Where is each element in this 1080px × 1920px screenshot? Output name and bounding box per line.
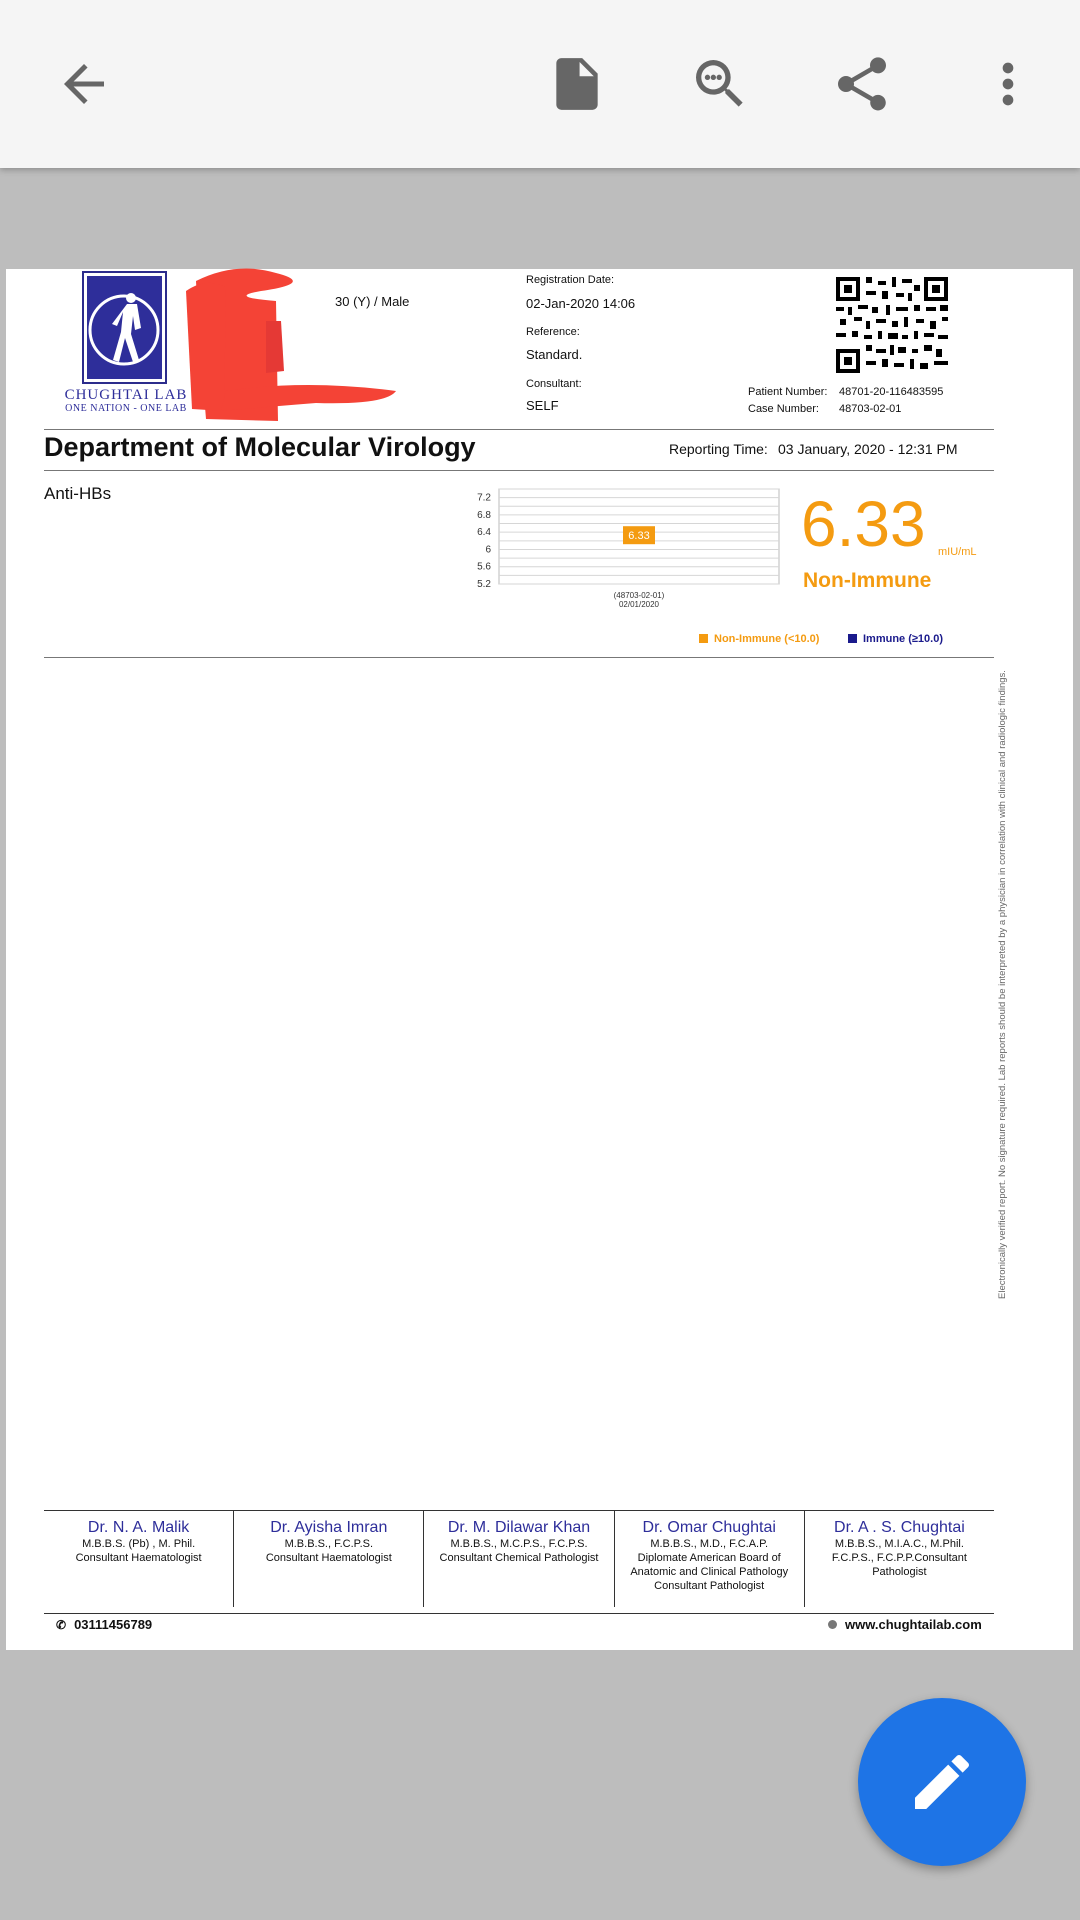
- find-in-page-icon: [688, 52, 752, 116]
- back-button[interactable]: [44, 44, 124, 124]
- share-button[interactable]: [822, 44, 902, 124]
- result-unit: mIU/mL: [938, 546, 977, 558]
- document-icon: [546, 53, 608, 115]
- logo-tagline: ONE NATION - ONE LAB: [65, 403, 187, 414]
- app-bar: [0, 0, 1080, 168]
- doctor-name: Dr. A . S. Chughtai: [834, 1519, 965, 1536]
- legend-non-immune: [699, 633, 819, 645]
- consultant-label: Consultant:: [526, 378, 582, 390]
- patient-number-label: Patient Number:: [748, 386, 828, 398]
- doctor-title: Diplomate American Board of: [637, 1552, 781, 1564]
- doctor-card: [44, 1511, 234, 1607]
- doctor-title: Consultant Haematologist: [265, 1552, 392, 1564]
- doctor-title: Consultant Chemical Pathologist: [439, 1552, 599, 1564]
- globe-icon: [828, 1620, 837, 1629]
- case-number: 48703-02-01: [839, 403, 902, 415]
- more-vert-icon: [976, 52, 1040, 116]
- side-note-vertical: [997, 599, 1015, 1299]
- phone-number: 03111456789: [74, 1617, 153, 1632]
- edit-fab[interactable]: [858, 1698, 1026, 1866]
- test-name: Anti-HBs: [44, 484, 112, 503]
- reporting-time: 03 January, 2020 - 12:31 PM: [778, 441, 958, 457]
- legend-immune-label: Immune (≥10.0): [863, 633, 944, 645]
- doctor-card: [234, 1511, 424, 1607]
- reference-label: Reference:: [526, 326, 580, 338]
- chart-x-tick-label: (48703-02-01): [613, 591, 665, 600]
- phone-icon: ✆: [56, 1618, 67, 1632]
- result-status: Non-Immune: [803, 569, 932, 592]
- redacted-patient-name: [166, 261, 406, 431]
- lab-website[interactable]: [828, 1617, 982, 1632]
- edit-pencil-icon: [906, 1746, 978, 1818]
- reporting-time-label: Reporting Time:: [669, 441, 768, 457]
- doctor-qualification: M.B.B.S. (Pb) , M. Phil.: [82, 1538, 196, 1550]
- chart-y-tick-label: 6.4: [477, 527, 491, 539]
- consultant-value: SELF: [526, 398, 559, 413]
- arrow-back-icon: [54, 54, 114, 114]
- doctor-title: Consultant Haematologist: [75, 1552, 202, 1564]
- legend-immune: [848, 633, 943, 645]
- chart-x-tick-label: 02/01/2020: [618, 600, 660, 609]
- doctor-card: [615, 1511, 805, 1607]
- doctor-qualification: M.B.B.S., M.C.P.S., F.C.P.S.: [450, 1538, 588, 1550]
- qr-code: [836, 277, 948, 373]
- contact-divider: [44, 1613, 994, 1614]
- legend-swatch-non-immune: [699, 634, 708, 643]
- chart-y-tick-label: 5.6: [477, 561, 491, 573]
- lab-phone: [56, 1617, 152, 1632]
- doctor-title: Consultant Pathologist: [654, 1580, 765, 1592]
- side-note-text: Electronically verified report. No signature required. Lab reports should be interpreted by a physician in correlation with clinical and radiologic findings.: [997, 670, 1008, 1299]
- website-url: www.chughtailab.com: [845, 1617, 982, 1632]
- lab-logo: [82, 271, 167, 384]
- result-chart: [461, 484, 791, 609]
- doctor-title: Pathologist: [872, 1566, 927, 1578]
- legend-non-immune-label: Non-Immune (<10.0): [714, 633, 820, 645]
- chart-y-tick-label: 5.2: [477, 579, 491, 590]
- find-in-page-button[interactable]: [680, 44, 760, 124]
- document-button[interactable]: [537, 44, 617, 124]
- doctor-signatures: [44, 1511, 994, 1607]
- case-number-label: Case Number:: [748, 403, 819, 415]
- patient-age-gender: 30 (Y) / Male: [335, 294, 410, 309]
- doctor-card: [424, 1511, 614, 1607]
- result-value: 6.33: [801, 488, 926, 560]
- header-divider: [44, 429, 994, 430]
- chart-y-tick-label: 6.8: [477, 509, 491, 521]
- doctor-qualification: M.B.B.S., M.D., F.C.A.P.: [650, 1538, 769, 1550]
- registration-date-label: Registration Date:: [526, 274, 615, 286]
- legend-swatch-immune: [848, 634, 857, 643]
- doctor-name: Dr. N. A. Malik: [87, 1519, 190, 1536]
- share-icon: [830, 52, 894, 116]
- patient-number: 48701-20-116483595: [839, 386, 944, 398]
- chart-y-tick-label: 7.2: [477, 492, 491, 504]
- doctor-qualification: M.B.B.S., F.C.P.S.: [284, 1538, 374, 1550]
- reference-value: Standard.: [526, 347, 583, 362]
- department-divider: [44, 470, 994, 471]
- doctor-title: Anatomic and Clinical Pathology: [630, 1566, 789, 1578]
- chart-data-label: 6.33: [628, 530, 650, 543]
- registration-date: 02-Jan-2020 14:06: [526, 296, 636, 311]
- more-options-button[interactable]: [968, 44, 1048, 124]
- result-divider: [44, 657, 994, 658]
- doctor-title: F.C.P.S., F.C.P.P.Consultant: [831, 1552, 967, 1564]
- report-page[interactable]: [6, 269, 1073, 1650]
- chart-y-tick-label: 6: [485, 544, 491, 556]
- department-title: Department of Molecular Virology: [44, 432, 476, 462]
- doctor-name: Dr. M. Dilawar Khan: [447, 1519, 591, 1536]
- logo-name: CHUGHTAI LAB: [64, 387, 188, 403]
- doctor-name: Dr. Ayisha Imran: [270, 1519, 388, 1536]
- doctor-name: Dr. Omar Chughtai: [642, 1519, 776, 1536]
- doctor-card: [805, 1511, 994, 1607]
- doctor-qualification: M.B.B.S., M.I.A.C., M.Phil.: [834, 1538, 964, 1550]
